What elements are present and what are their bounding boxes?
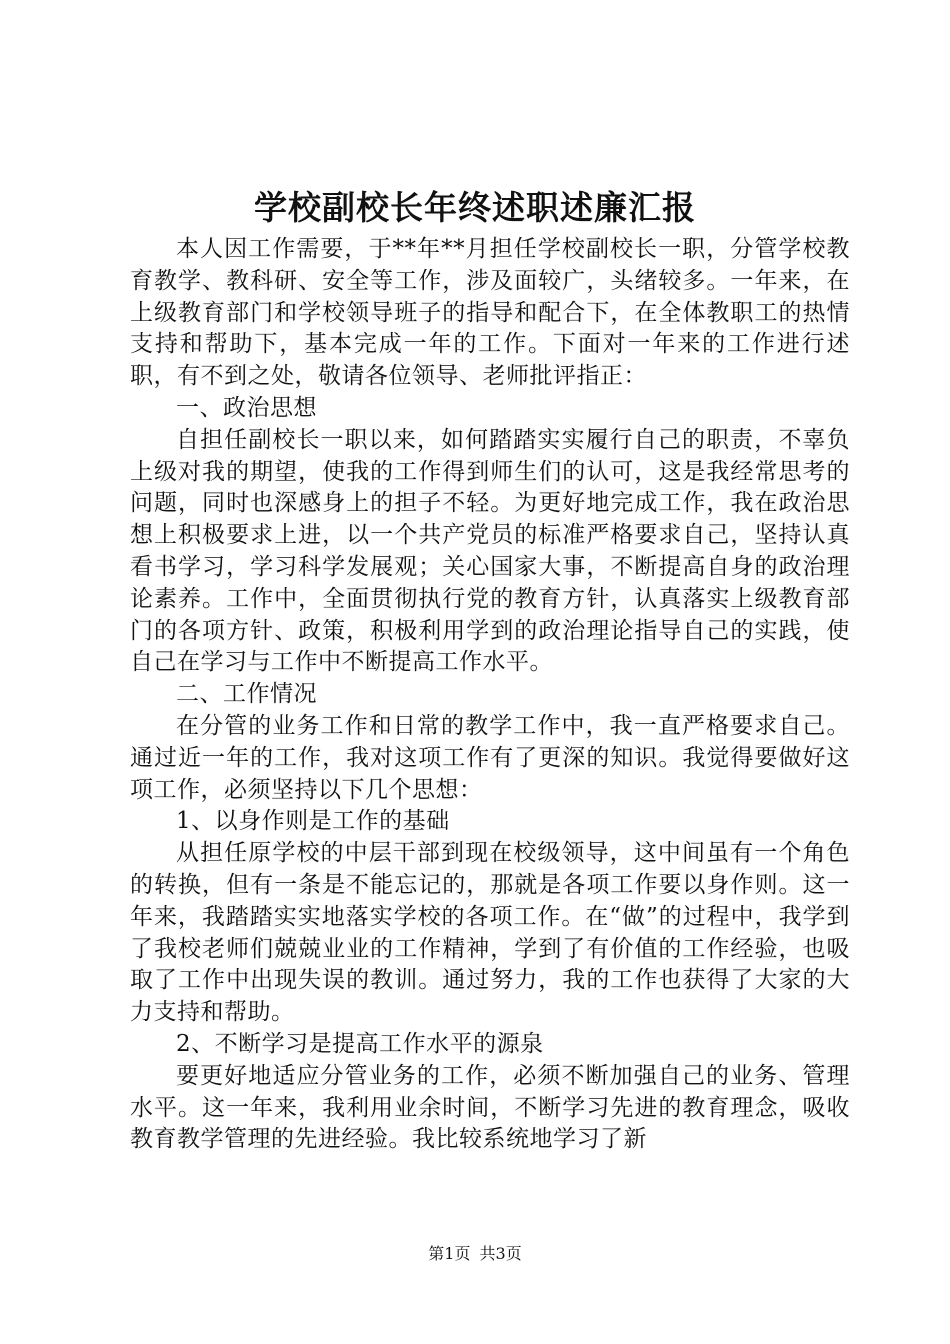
section-heading-work: 二、工作情况 xyxy=(176,681,317,708)
paragraph-continuous-learning: 要更好地适应分管业务的工作，必须不断加强自己的业务、管理水平。这一年来，我利用业余时间，不断学习先进的教育理念，吸收教育教学管理的先进经验。我比较系统地学习了新 xyxy=(130,1062,850,1153)
subheading-lead-by-example: 1、以身作则是工作的基础 xyxy=(176,808,450,835)
paragraph-intro: 本人因工作需要，于**年**月担任学校副校长一职，分管学校教育教学、教科研、安全等工作，涉及面较广，头绪较多。一年来，在上级教育部门和学校领导班子的指导和配合下，在全体教职工的热情支持和帮助下，基本完成一年的工作。下面对一年来的工作进行述职，有不到之处，敬请各位领导、老师批评指正： xyxy=(130,236,850,390)
paragraph-political: 自担任副校长一职以来，如何踏踏实实履行自己的职责，不辜负上级对我的期望，使我的工作得到师生们的认可，这是我经常思考的问题，同时也深感身上的担子不轻。为更好地完成工作，我在政治思想上积极要求上进，以一个共产党员的标准严格要求自己，坚持认真看书学习，学习科学发展观；关心国家大事，不断提高自身的政治理论素养。工作中，全面贯彻执行党的教育方针，认真落实上级教育部门的各项方针、政策，积极利用学到的政治理论指导自己的实践，使自己在学习与工作中不断提高工作水平。 xyxy=(130,426,850,676)
section-heading-political: 一、政治思想 xyxy=(176,394,317,421)
page-total: 共3页 xyxy=(479,1244,522,1263)
document-title: 学校副校长年终述职述廉汇报 xyxy=(254,188,696,227)
document-body xyxy=(130,234,850,1156)
paragraph-lead-by-example: 从担任原学校的中层干部到现在校级领导，这中间虽有一个角色的转换，但有一条是不能忘记的，那就是各项工作要以身作则。这一年来，我踏踏实实地落实学校的各项工作。在“做”的过程中，我学到了我校老师们兢兢业业的工作精神，学到了有价值的工作经验，也吸取了工作中出现失误的教训。通过努力，我的工作也获得了大家的大力支持和帮助。 xyxy=(130,840,850,1026)
page-footer xyxy=(0,1242,950,1266)
subheading-continuous-learning: 2、不断学习是提高工作水平的源泉 xyxy=(176,1030,544,1057)
page-number: 第1页 xyxy=(428,1244,471,1263)
paragraph-work: 在分管的业务工作和日常的教学工作中，我一直严格要求自己。通过近一年的工作，我对这项工作有了更深的知识。我觉得要做好这项工作，必须坚持以下几个思想： xyxy=(130,712,850,803)
